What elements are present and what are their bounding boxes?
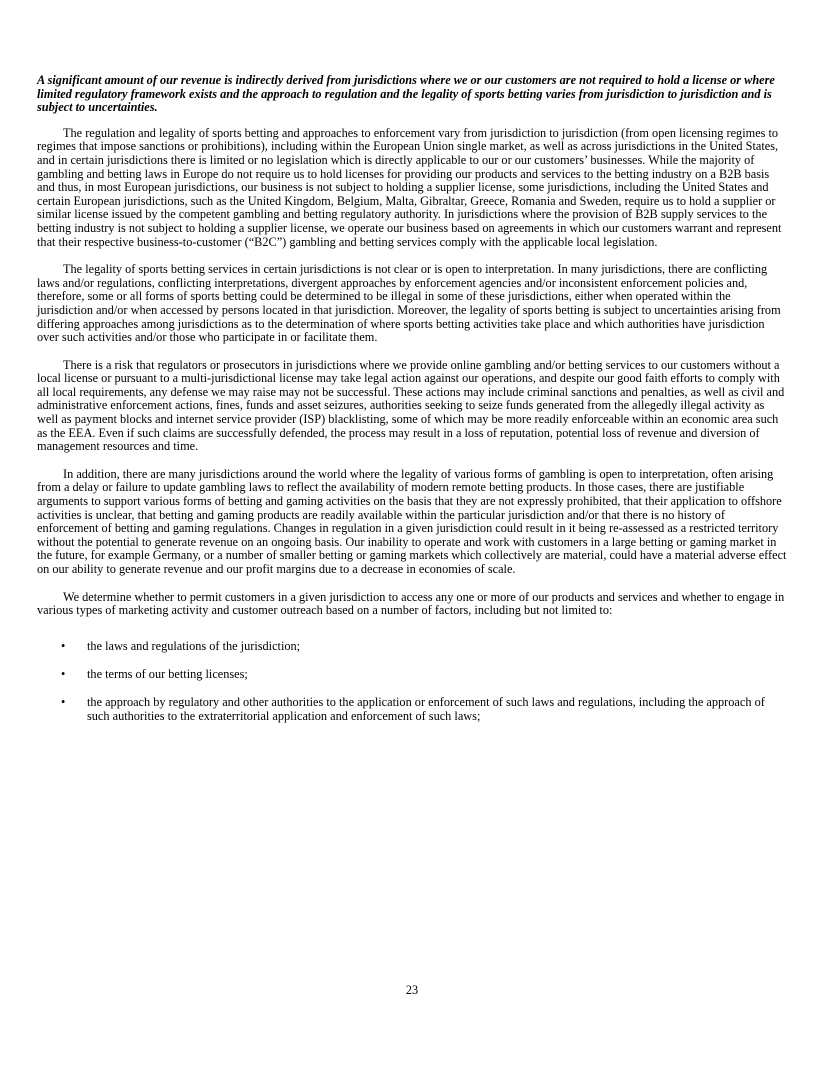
list-item-text: the terms of our betting licenses;	[87, 666, 248, 681]
page-number: 23	[405, 983, 419, 997]
bullet-icon: •	[61, 638, 66, 653]
bullet-icon: •	[61, 694, 66, 709]
list-item	[37, 640, 787, 654]
paragraph-legality-uncertain: The legality of sports betting services in certain jurisdictions is not clear or is open to interpretation. In many jurisdictions, there are conflicting laws and/or regulations, conflicting interpretations, divergent approaches by enforcement agencies and/or inconsistent enforcement policies and, therefore, some or all forms of sports betting could be determined to be illegal in some of these jurisdictions, either when operated within the jurisdiction and/or when accessed by persons located in that jurisdiction. Moreover, the legality of sports betting is subject to uncertainties arising from differing approaches among jurisdictions as to the determination of where sports betting activities take place and which authorities have jurisdiction over such activities and/or those who participate in or facilitate them.	[37, 262, 781, 345]
list-item	[37, 696, 787, 723]
risk-factor-heading: A significant amount of our revenue is indirectly derived from jurisdictions where we or our customers are not required to hold a license or where limited regulatory framework exists and the approach to regulation and the legality of sports betting varies from jurisdiction to jurisdiction and is subject to uncertainties.	[37, 73, 775, 115]
paragraph-jurisdiction-interpretation: In addition, there are many jurisdictions around the world where the legality of various forms of gambling is open to interpretation, often arising from a delay or failure to update gambling laws to reflect the availability of modern remote betting products. In those cases, there are justifiable arguments to support various forms of betting and gaming activities on the basis that they are not expressly prohibited, that their application to offshore activities is unclear, that betting and gaming products are readily available within the particular jurisdiction and/or that there is no history of enforcement of betting and gaming regulations. Changes in regulation in a given jurisdiction could result in it being re-assessed as a restricted territory without the potential to generate revenue on an ongoing basis. Our inability to operate and work with customers in a large betting or gaming market in the future, for example Germany, or a number of smaller betting or gaming markets which collectively are material, could have a material adverse effect on our ability to generate revenue and our profit margins due to a decrease in economies of scale.	[37, 466, 787, 576]
paragraph-customer-access-factors: We determine whether to permit customers in a given jurisdiction to access any one or more of our products and services and whether to engage in various types of marketing activity and customer outreach based on a number of factors, including but not limited to:	[37, 589, 785, 618]
list-item-text: the approach by regulatory and other authorities to the application or enforcement of such laws and regulations, including the approach of such authorities to the extraterritorial application and enforcement of such laws;	[87, 694, 765, 723]
paragraph-enforcement-risk: There is a risk that regulators or prosecutors in jurisdictions where we provide online gambling and/or betting services to our customers without a local license or pursuant to a multi-jurisdictional license may take legal action against our operations, and despite our good faith efforts to comply with all local requirements, any defense we may raise may not be successful. These actions may include criminal sanctions and penalties, as well as civil and administrative enforcement actions, fines, funds and asset seizures, authorities seeking to seize funds generated from the allegedly illegal activity as well as payment blocks and internet service provider (ISP) blacklisting, some of which may be more readily enforceable within an economic area such as the EEA. Even if such claims are successfully defended, the process may result in a loss of reputation, potential loss of revenue and diversion of management resources and time.	[37, 357, 785, 454]
paragraph-regulation-legality: The regulation and legality of sports betting and approaches to enforcement vary from jurisdiction to jurisdiction (from open licensing regimes to regimes that impose sanctions or prohibitions), including within the European Union single market, as well as across jurisdictions in the United States, and in certain jurisdictions there is limited or no legislation which is directly applicable to our or our customers’ businesses. While the majority of gambling and betting laws in Europe do not require us to hold licenses for providing our products and services to the betting industry on a B2B basis and thus, in most European jurisdictions, our business is not subject to holding a supplier license, some jurisdictions, including the United States and certain European jurisdictions, such as the United Kingdom, Belgium, Malta, Gibraltar, Greece, Romania and Sweden, require us to hold a supplier or similar license issued by the competent gambling and betting regulatory authority. In jurisdictions where the provision of B2B supply services to the betting industry is not subject to holding a supplier license, we operate our business based on agreements in which our customers warrant and represent that their respective business-to-customer (“B2C”) gambling and betting services comply with the applicable local legislation.	[37, 125, 782, 249]
factors-list	[37, 640, 787, 723]
list-item-text: the laws and regulations of the jurisdiction;	[87, 638, 301, 653]
list-item	[37, 668, 787, 682]
document-body	[37, 74, 787, 738]
bullet-icon: •	[61, 666, 66, 681]
